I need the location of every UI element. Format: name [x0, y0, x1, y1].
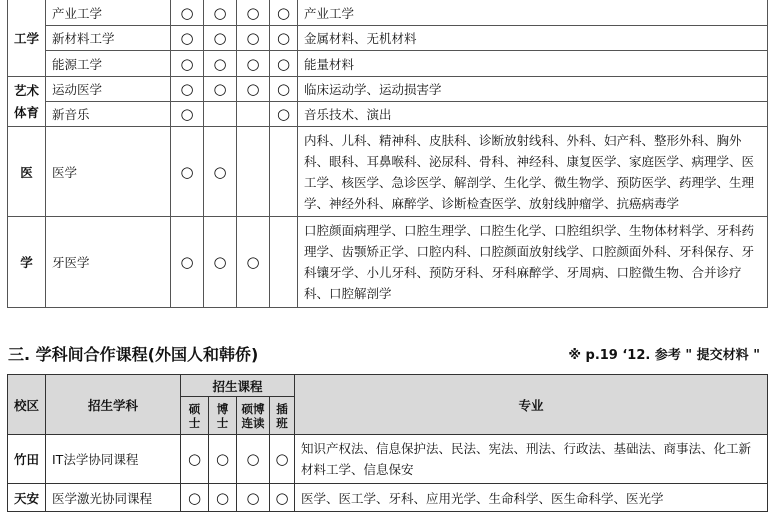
insert-mark	[270, 127, 298, 217]
program-cell: IT法学协同课程	[46, 435, 181, 484]
campus-cell: 竹田	[8, 435, 46, 484]
fields-cell: 金属材料、无机材料	[298, 26, 768, 51]
campus-cell: 天安	[8, 484, 46, 512]
combined-header: 硕博连读	[237, 397, 270, 435]
insert-mark: ○	[270, 77, 298, 102]
table-row	[8, 217, 768, 308]
table-row	[8, 26, 768, 51]
fields-cell: 能量材料	[298, 51, 768, 77]
master-mark: ○	[171, 77, 204, 102]
doctor-mark	[204, 102, 237, 127]
master-mark: ○	[171, 26, 204, 51]
doctor-header: 博士	[209, 397, 237, 435]
combined-mark: ○	[237, 0, 270, 26]
master-mark: ○	[171, 217, 204, 308]
doctor-mark: ○	[204, 51, 237, 77]
section-title: 三. 学科间合作课程(外国人和韩侨)	[8, 345, 259, 364]
doctor-mark: ○	[204, 0, 237, 26]
insert-mark: ○	[270, 484, 295, 512]
combined-mark: ○	[237, 217, 270, 308]
combined-mark	[237, 102, 270, 127]
table-row	[8, 484, 768, 512]
fields-cell: 临床运动学、运动损害学	[298, 77, 768, 102]
table-row	[8, 102, 768, 127]
combined-mark	[237, 127, 270, 217]
fields-cell: 音乐技术、演出	[298, 102, 768, 127]
doctor-mark: ○	[204, 26, 237, 51]
category-cell: 学	[8, 217, 46, 308]
master-mark: ○	[171, 127, 204, 217]
major-cell: 运动医学	[46, 77, 171, 102]
master-mark: ○	[181, 435, 209, 484]
combined-mark: ○	[237, 484, 270, 512]
insert-mark	[270, 217, 298, 308]
doctor-mark: ○	[204, 77, 237, 102]
table-row	[8, 0, 768, 26]
program-cell: 医学激光协同课程	[46, 484, 181, 512]
header-row	[8, 375, 768, 397]
combined-mark: ○	[237, 51, 270, 77]
fields-cell: 口腔颜面病理学、口腔生理学、口腔生化学、口腔组织学、生物体材料学、牙科药理学、齿颚矫正学、口腔内科、口腔颜面放射线学、口腔颜面外科、牙科保存、牙科镶牙学、小儿牙科、预防牙科、牙科麻醉学、牙周病、口腔微生物、合并诊疗科、口腔解剖学	[298, 217, 768, 308]
major-cell: 牙医学	[46, 217, 171, 308]
insert-header: 插班	[270, 397, 295, 435]
major-cell: 产业工学	[46, 0, 171, 26]
fields-cell: 知识产权法、信息保护法、民法、宪法、刑法、行政法、基础法、商事法、化工新材料工学、信息保安	[295, 435, 768, 484]
insert-mark: ○	[270, 102, 298, 127]
table-row	[8, 51, 768, 77]
insert-mark: ○	[270, 0, 298, 26]
major-cell: 医学	[46, 127, 171, 217]
category-cell: 艺术体育	[8, 77, 46, 127]
combined-mark: ○	[237, 435, 270, 484]
doctor-mark: ○	[204, 217, 237, 308]
joint-program-table	[7, 374, 768, 512]
master-mark: ○	[171, 102, 204, 127]
category-cell: 工学	[8, 0, 46, 77]
master-mark: ○	[171, 51, 204, 77]
fields-header: 专业	[295, 375, 768, 435]
fields-cell: 内科、儿科、精神科、皮肤科、诊断放射线科、外科、妇产科、整形外科、胸外科、眼科、耳鼻喉科、泌尿科、骨科、神经科、康复医学、家庭医学、病理学、医工学、核医学、急诊医学、解剖学、生化学、微生物学、预防医学、药理学、生理学、神经外科、麻醉学、诊断检查医学、放射线肿瘤学、抗癌病毒学	[298, 127, 768, 217]
doctor-mark: ○	[204, 127, 237, 217]
combined-mark: ○	[237, 26, 270, 51]
enroll-header: 招生课程	[181, 375, 295, 397]
insert-mark: ○	[270, 435, 295, 484]
major-cell: 能源工学	[46, 51, 171, 77]
fields-cell: 医学、医工学、牙科、应用光学、生命科学、医生命科学、医光学	[295, 484, 768, 512]
fields-cell: 产业工学	[298, 0, 768, 26]
table-row	[8, 435, 768, 484]
doctor-mark: ○	[209, 484, 237, 512]
major-cell: 新音乐	[46, 102, 171, 127]
combined-mark: ○	[237, 77, 270, 102]
doctor-mark: ○	[209, 435, 237, 484]
category-cell: 医	[8, 127, 46, 217]
master-mark: ○	[181, 484, 209, 512]
program-header: 招生学科	[46, 375, 181, 435]
insert-mark: ○	[270, 51, 298, 77]
table-row	[8, 77, 768, 102]
reference-note: ※ p.19 ‘12. 参考 " 提交材料 "	[568, 348, 760, 363]
master-header: 硕士	[181, 397, 209, 435]
major-table	[7, 0, 768, 308]
insert-mark: ○	[270, 26, 298, 51]
major-cell: 新材料工学	[46, 26, 171, 51]
master-mark: ○	[171, 0, 204, 26]
table-row	[8, 127, 768, 217]
campus-header: 校区	[8, 375, 46, 435]
